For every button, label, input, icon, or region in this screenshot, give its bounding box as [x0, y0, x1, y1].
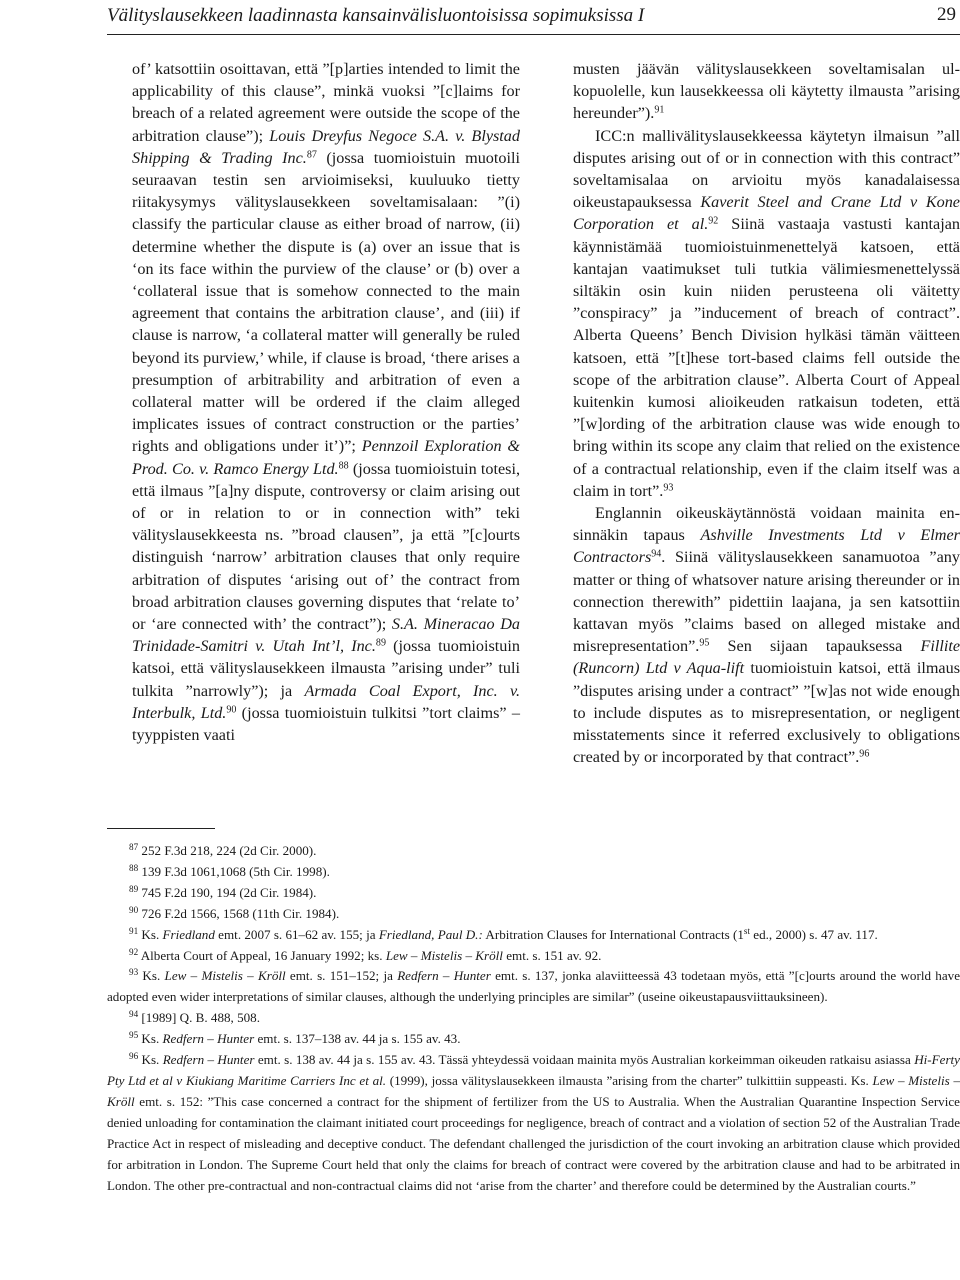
right-column: [573, 58, 960, 769]
footnote: $^{90}$ 726 F.2d 1566, 1568 (11th Cir. 1984).: [129, 904, 340, 921]
footnote: $^{93}$ Ks. Lew – Mistelis – Kröll emt. s. 151–152; ja Redfern – Hunter emt. s. 137, jonka alaviitteessä 43 todetaan myös, että ”[c]ourts around the world have adopted even wider interpretations of similar clauses, although the underlying principles are similar” (useine oikeustapausviittauksineen).: [107, 967, 960, 1005]
paragraph: ICC:n mallivälityslausekkeessa käytetyn ilmaisun ”all disputes arising out of or in connection with this contract” soveltamisalaa on arvioitu myös kanadalaisessa oikeustapauksessa Kaverit Steel and Crane Ltd v Kone Corporation et al.$^{92}$ Siinä vastaaja vastusti kantajan käynnistämää tuomioistuinmenettelyä katsoen, että kantajan vaatimukset tuli tutkia välimiesmenettelyssä siltäkin osin kuin niiden perusteena oli väitetty ”conspiracy” ja ”inducement of breach of contract”. Alberta Queens’ Bench Division hylkäsi tämän väitteen katsoen, että ”[t]hese tort-based claims fell outside the scope of the arbitration clause”. Alberta Court of Appeal kuitenkin kumosi alioikeuden ratkaisun todeten, että ”[w]ording of the arbitration clause was wide enough to bring within its scope any claim that relied on the existence of a contractual relationship, even if the claim itself was a claim in tort”.$^{93}$: [573, 126, 960, 500]
footnotes: [107, 841, 960, 1196]
page-number: 29: [937, 4, 956, 25]
paragraph: of’ katsottiin osoittavan, että ”[p]arties intended to limit the applicability of this clause”, minkä vuoksi ”[c]laims for breach of a related agreement were outside the scope of the arbitration clause”); Louis Dreyfus Negoce S.A. v. Blystad Shipping & Trading Inc.$^{87}$ (jossa tuomioistuin muotoili seuraavan testin sen arvioimiseksi, kuuluuko tietty riitakysymys välityslausekkeen soveltamisalaan: ”(i) classify the particular clause as either broad of narrow, (ii) determine whether the dispute is (a) over an issue that is ‘on its face within the purview of the clause’ or (b) over a ‘collateral issue that is somehow connected to the main agreement that contains the arbitration clause’, and (iii) if clause is narrow, ‘a collateral matter will generally be ruled beyond its purview,’ while, if clause is broad, ‘there arises a presumption of arbitrability and arbitration of even a collateral matter will be ordered if the claim alleged implicates issues of contract construction or the parties’ rights and obligations under it’)”; Pennzoil Exploration & Prod. Co. v. Ramco Energy Ltd.$^{88}$ (jossa tuomioistuin totesi, että ilmaus ”[a]ny dispute, controversy or claim arising out of or in relation to or in connection with” teki välityslausekkeesta ns. ”broad clausen”, ja että ”[c]ourts distinguish ‘narrow’ arbitration clauses that only require arbitration of disputes ‘arising out of’ the contract from broad arbitration clauses governing disputes that ‘relate to’ or ‘are connected with’ the contract”); S.A. Mineracao Da Trinidade-Samitri v. Utah Int’l, Inc.$^{89}$ (jossa tuomioistuin katsoi, että välityslausekkeen ilmausta ”arising under” tuli tulkita ”narrowly”); ja Armada Coal Export, Inc. v. Interbulk, Ltd.$^{90}$ (jossa tuomioistuin tulkitsi ”tort claims” –tyyppisten vaati: [132, 60, 520, 745]
left-column: [132, 58, 520, 746]
footnote-separator: [107, 828, 215, 829]
running-header: [107, 0, 960, 35]
footnote: $^{89}$ 745 F.2d 190, 194 (2d Cir. 1984).: [129, 883, 317, 900]
footnote: $^{91}$ Ks. Friedland emt. 2007 s. 61–62 av. 155; ja Friedland, Paul D.: Arbitration Clauses for International Contracts (1st ed., 2000) s. 47 av. 117.: [129, 925, 878, 942]
running-title: Välityslausekkeen laadinnasta kansainvälisluontoisissa sopimuksissa I: [107, 5, 645, 26]
footnote: $^{87}$ 252 F.3d 218, 224 (2d Cir. 2000).: [129, 841, 317, 858]
footnote: $^{92}$ Alberta Court of Appeal, 16 January 1992; ks. Lew – Mistelis – Kröll emt. s. 151 av. 92.: [129, 946, 602, 963]
paragraph: musten jäävän välityslausekkeen soveltamisalan ulkopuolelle, kun lausekkeessa oli käytetty ilmausta ”arising hereunder”).$^{91}$: [573, 60, 960, 123]
footnote: $^{94}$ [1989] Q. B. 488, 508.: [129, 1009, 260, 1026]
footnote: $^{95}$ Ks. Redfern – Hunter emt. s. 137–138 av. 44 ja s. 155 av. 43.: [129, 1030, 461, 1047]
footnote: $^{88}$ 139 F.3d 1061,1068 (5th Cir. 1998).: [129, 862, 330, 879]
footnote: $^{96}$ Ks. Redfern – Hunter emt. s. 138 av. 44 ja s. 155 av. 43. Tässä yhteydessä voidaan mainita myös Australian korkeimman oikeuden ratkaisu asiassa Hi-Ferty Pty Ltd et al v Kiukiang Maritime Carriers Inc et al. (1999), jossa välityslausekkeen ilmausta ”arising from the charter” tulkittiin suppeasti. Ks. Lew – Mistelis – Kröll emt. s. 152: ”This case concerned a contract for the shipment of fertilizer from the US to Australia. When the Australian Quarantine Inspection Service denied unloading for contamination the claimant initiated court proceedings for negligence, breach of contract and a violation of section 52 of the Australian Trade Practice Act in respect of misleading and deceptive conduct. The defendant challenged the jurisdiction of the court invoking an arbitration clause which provided for arbitration in London. The Supreme Court held that only the claims for breach of contract were covered by the arbitration clause and had to be arbitrated in London. The other pre-contractual and non-contractual claims did not ‘arise from the charter’ and therefore could be determined by the Australian courts.”: [107, 1051, 960, 1193]
paragraph: Englannin oikeuskäytännöstä voidaan mainita ensinnäkin tapaus Ashville Investments Ltd v Elmer Contractors$^{94}$. Siinä välityslausekkeen sanamuotoa ”any matter or thing of whatsover nature arising thereunder or in connection therewith” pidettiin laajana, ja sen katsottiin kattavan myös ”claims based on alleged mistake and misrepresentation”.$^{95}$ Sen sijaan tapauksessa Fillite (Runcorn) Ltd v Aqua-lift tuomioistuin katsoi, että ilmaus ”disputes arising under a contract” ”[w]as not wide enough to include disputes as to misrepresentation, or negligent misstatements since it referred exclusively to obligations created by or incorporated by that contract”.$^{96}$: [573, 504, 960, 767]
